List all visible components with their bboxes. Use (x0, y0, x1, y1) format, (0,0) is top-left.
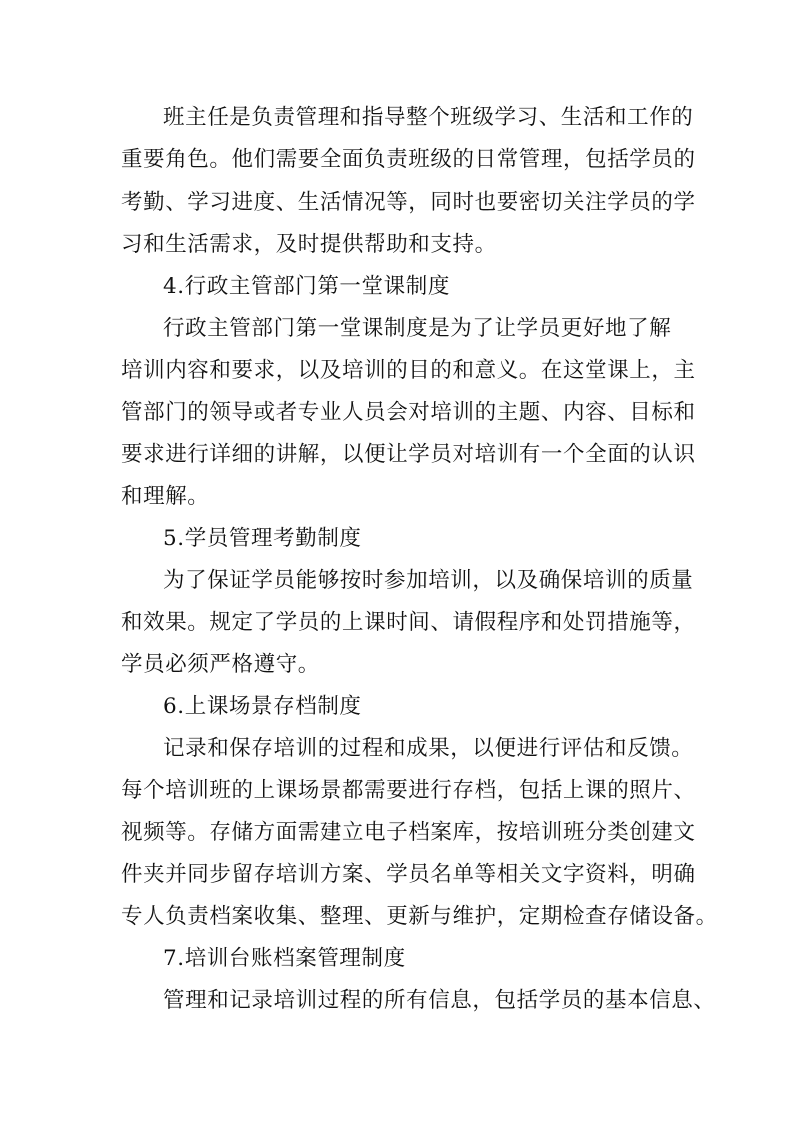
paragraph-line: 学员必须严格遵守。 (121, 652, 320, 677)
paragraph-line: 重要角色。他们需要全面负责班级的日常管理，包括学员的 (121, 147, 696, 172)
paragraph-line: 和效果。规定了学员的上课时间、请假程序和处罚措施等， (121, 610, 696, 635)
paragraph-line: 每个培训班的上课场景都需要进行存档，包括上课的照片、 (121, 778, 696, 803)
paragraph-line: 为了保证学员能够按时参加培训，以及确保培训的质量 (163, 568, 694, 593)
paragraph-line: 行政主管部门第一堂课制度是为了让学员更好地了解 (163, 316, 672, 341)
paragraph-line: 和理解。 (121, 484, 210, 509)
paragraph-line: 记录和保存培训的过程和成果，以便进行评估和反馈。 (163, 736, 694, 761)
paragraph-line: 视频等。存储方面需建立电子档案库，按培训班分类创建文 (121, 820, 696, 845)
paragraph-line: 培训内容和要求，以及培训的目的和意义。在这堂课上，主 (121, 358, 696, 383)
paragraph-line: 管部门的领导或者专业人员会对培训的主题、内容、目标和 (121, 400, 696, 425)
paragraph-line: 件夹并同步留存培训方案、学员名单等相关文字资料，明确 (121, 862, 696, 887)
paragraph-line: 专人负责档案收集、整理、更新与维护，定期检查存储设备。 (121, 904, 718, 929)
paragraph-line: 管理和记录培训过程的所有信息，包括学员的基本信息、 (163, 988, 716, 1013)
paragraph-line: 要求进行详细的讲解，以便让学员对培训有一个全面的认识 (121, 442, 696, 467)
section-heading-4: 4.行政主管部门第一堂课制度 (163, 274, 450, 299)
paragraph-line: 考勤、学习进度、生活情况等，同时也要密切关注学员的学 (121, 190, 696, 215)
paragraph-line: 班主任是负责管理和指导整个班级学习、生活和工作的 (163, 105, 694, 130)
section-heading-7: 7.培训台账档案管理制度 (163, 946, 406, 971)
paragraph-line: 习和生活需求，及时提供帮助和支持。 (121, 232, 497, 257)
section-heading-6: 6.上课场景存档制度 (163, 694, 362, 719)
section-heading-5: 5.学员管理考勤制度 (163, 526, 362, 551)
